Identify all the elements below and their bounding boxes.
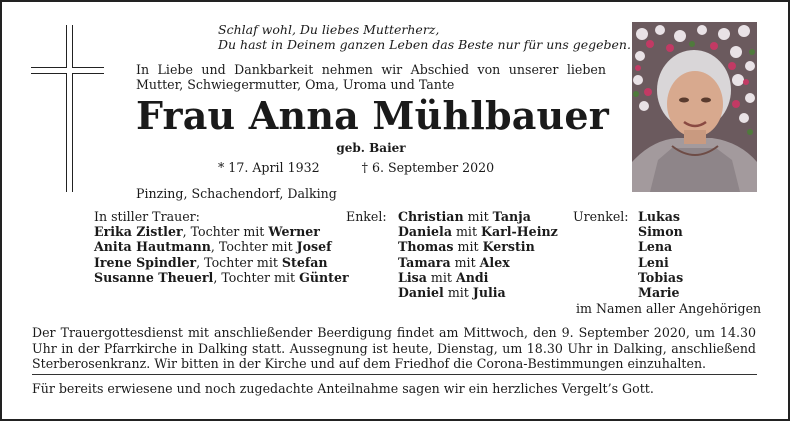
list-item xyxy=(94,239,349,254)
children-list xyxy=(94,209,349,285)
grandchildren-list xyxy=(398,209,558,300)
mourner-name: Anita Hautmann xyxy=(94,239,211,255)
poem-line-2: Du hast in Deinem ganzen Leben das Beste nur für uns gegeben. xyxy=(218,37,631,52)
with-text: mit xyxy=(426,269,456,285)
mourner-name: Erika Zistler xyxy=(94,224,183,240)
partner-name: Alex xyxy=(479,254,510,270)
grandchild-name: Daniela xyxy=(398,224,452,240)
partner-name: Josef xyxy=(296,239,332,255)
list-item xyxy=(638,270,683,285)
mourner-name: Irene Spindler xyxy=(94,254,197,270)
birth-date: * 17. April 1932 xyxy=(218,160,320,175)
list-item xyxy=(638,255,683,270)
grandchild-name: Christian xyxy=(398,209,464,224)
partner-name: Karl-Heinz xyxy=(481,224,558,240)
partner-name: Werner xyxy=(268,224,320,240)
grandchild-name: Thomas xyxy=(398,239,454,255)
all-relatives-note: im Namen aller Angehörigen xyxy=(576,301,762,316)
partner-name: Andi xyxy=(455,269,489,285)
great-grandchild-name: Tobias xyxy=(638,269,684,285)
relation-text: , Tochter mit xyxy=(182,224,269,240)
great-grandchild-name: Leni xyxy=(638,254,669,270)
list-item xyxy=(94,255,349,270)
great-grandchild-name: Simon xyxy=(638,224,683,240)
mourners-heading: In stiller Trauer: xyxy=(94,209,200,224)
grandchild-name: Lisa xyxy=(398,269,427,285)
places: Pinzing, Schachendorf, Dalking xyxy=(136,186,337,201)
partner-name: Julia xyxy=(472,285,506,301)
list-item xyxy=(94,270,349,285)
great-grandchild-name: Lukas xyxy=(638,209,680,224)
with-text: mit xyxy=(450,254,480,270)
list-item xyxy=(398,224,558,239)
list-item xyxy=(94,224,349,239)
great-grandchildren-label: Urenkel: xyxy=(573,209,629,224)
life-dates xyxy=(218,160,494,175)
divider xyxy=(32,374,757,375)
relation-text: , Tochter mit xyxy=(196,254,282,270)
great-grandchildren-list xyxy=(638,209,683,300)
with-text: mit xyxy=(453,239,483,255)
partner-name: Stefan xyxy=(281,254,328,270)
grandchildren-label: Enkel: xyxy=(346,209,387,224)
partner-name: Kerstin xyxy=(482,239,535,255)
relation-text: , Tochter mit xyxy=(210,239,297,255)
thanks-note: Für bereits erwiesene und noch zugedachte Anteilnahme sagen wir ein herzliches Vergelt’s Gott. xyxy=(32,381,654,396)
relation-text: , Tochter mit xyxy=(213,269,300,285)
list-item xyxy=(638,239,683,254)
list-item xyxy=(638,285,683,300)
list-item xyxy=(398,255,558,270)
list-item xyxy=(398,239,558,254)
list-item xyxy=(638,224,683,239)
great-grandchild-name: Marie xyxy=(638,285,680,301)
grandchild-name: Daniel xyxy=(398,285,444,301)
list-item xyxy=(398,270,558,285)
list-item xyxy=(638,209,683,224)
with-text: mit xyxy=(451,224,482,240)
with-text: mit xyxy=(463,209,493,224)
mourner-name: Susanne Theuerl xyxy=(94,269,214,285)
list-item xyxy=(398,209,558,224)
great-grandchild-name: Lena xyxy=(638,239,673,255)
list-item xyxy=(398,285,558,300)
death-date: † 6. September 2020 xyxy=(361,160,495,175)
portrait-photo xyxy=(632,22,757,192)
service-notice: Der Trauergottesdienst mit anschließender Beerdigung findet am Mittwoch, den 9. September 2020, um 14.30 Uhr in der Pfarrkirche in Dalking statt. Aussegnung ist heute, Dienstag, um 18.30 Uhr in Dalking, anschließend Sterberosenkranz. Wir bitten in der Kirche und auf dem Friedhof die Corona-Bestimmungen einzuhalten. xyxy=(32,325,756,371)
partner-name: Günter xyxy=(299,269,349,285)
poem xyxy=(218,22,631,52)
poem-line-1: Schlaf wohl, Du liebes Mutterherz, xyxy=(218,22,440,37)
birth-name: geb. Baier xyxy=(336,141,406,155)
with-text: mit xyxy=(443,285,473,301)
deceased-name: Frau Anna Mühlbauer xyxy=(136,93,609,138)
partner-name: Tanja xyxy=(492,209,531,224)
grandchild-name: Tamara xyxy=(398,254,451,270)
intro-text: In Liebe und Dankbarkeit nehmen wir Abschied von unserer lieben Mutter, Schwiegermutter, Oma, Uroma und Tante xyxy=(136,62,606,92)
